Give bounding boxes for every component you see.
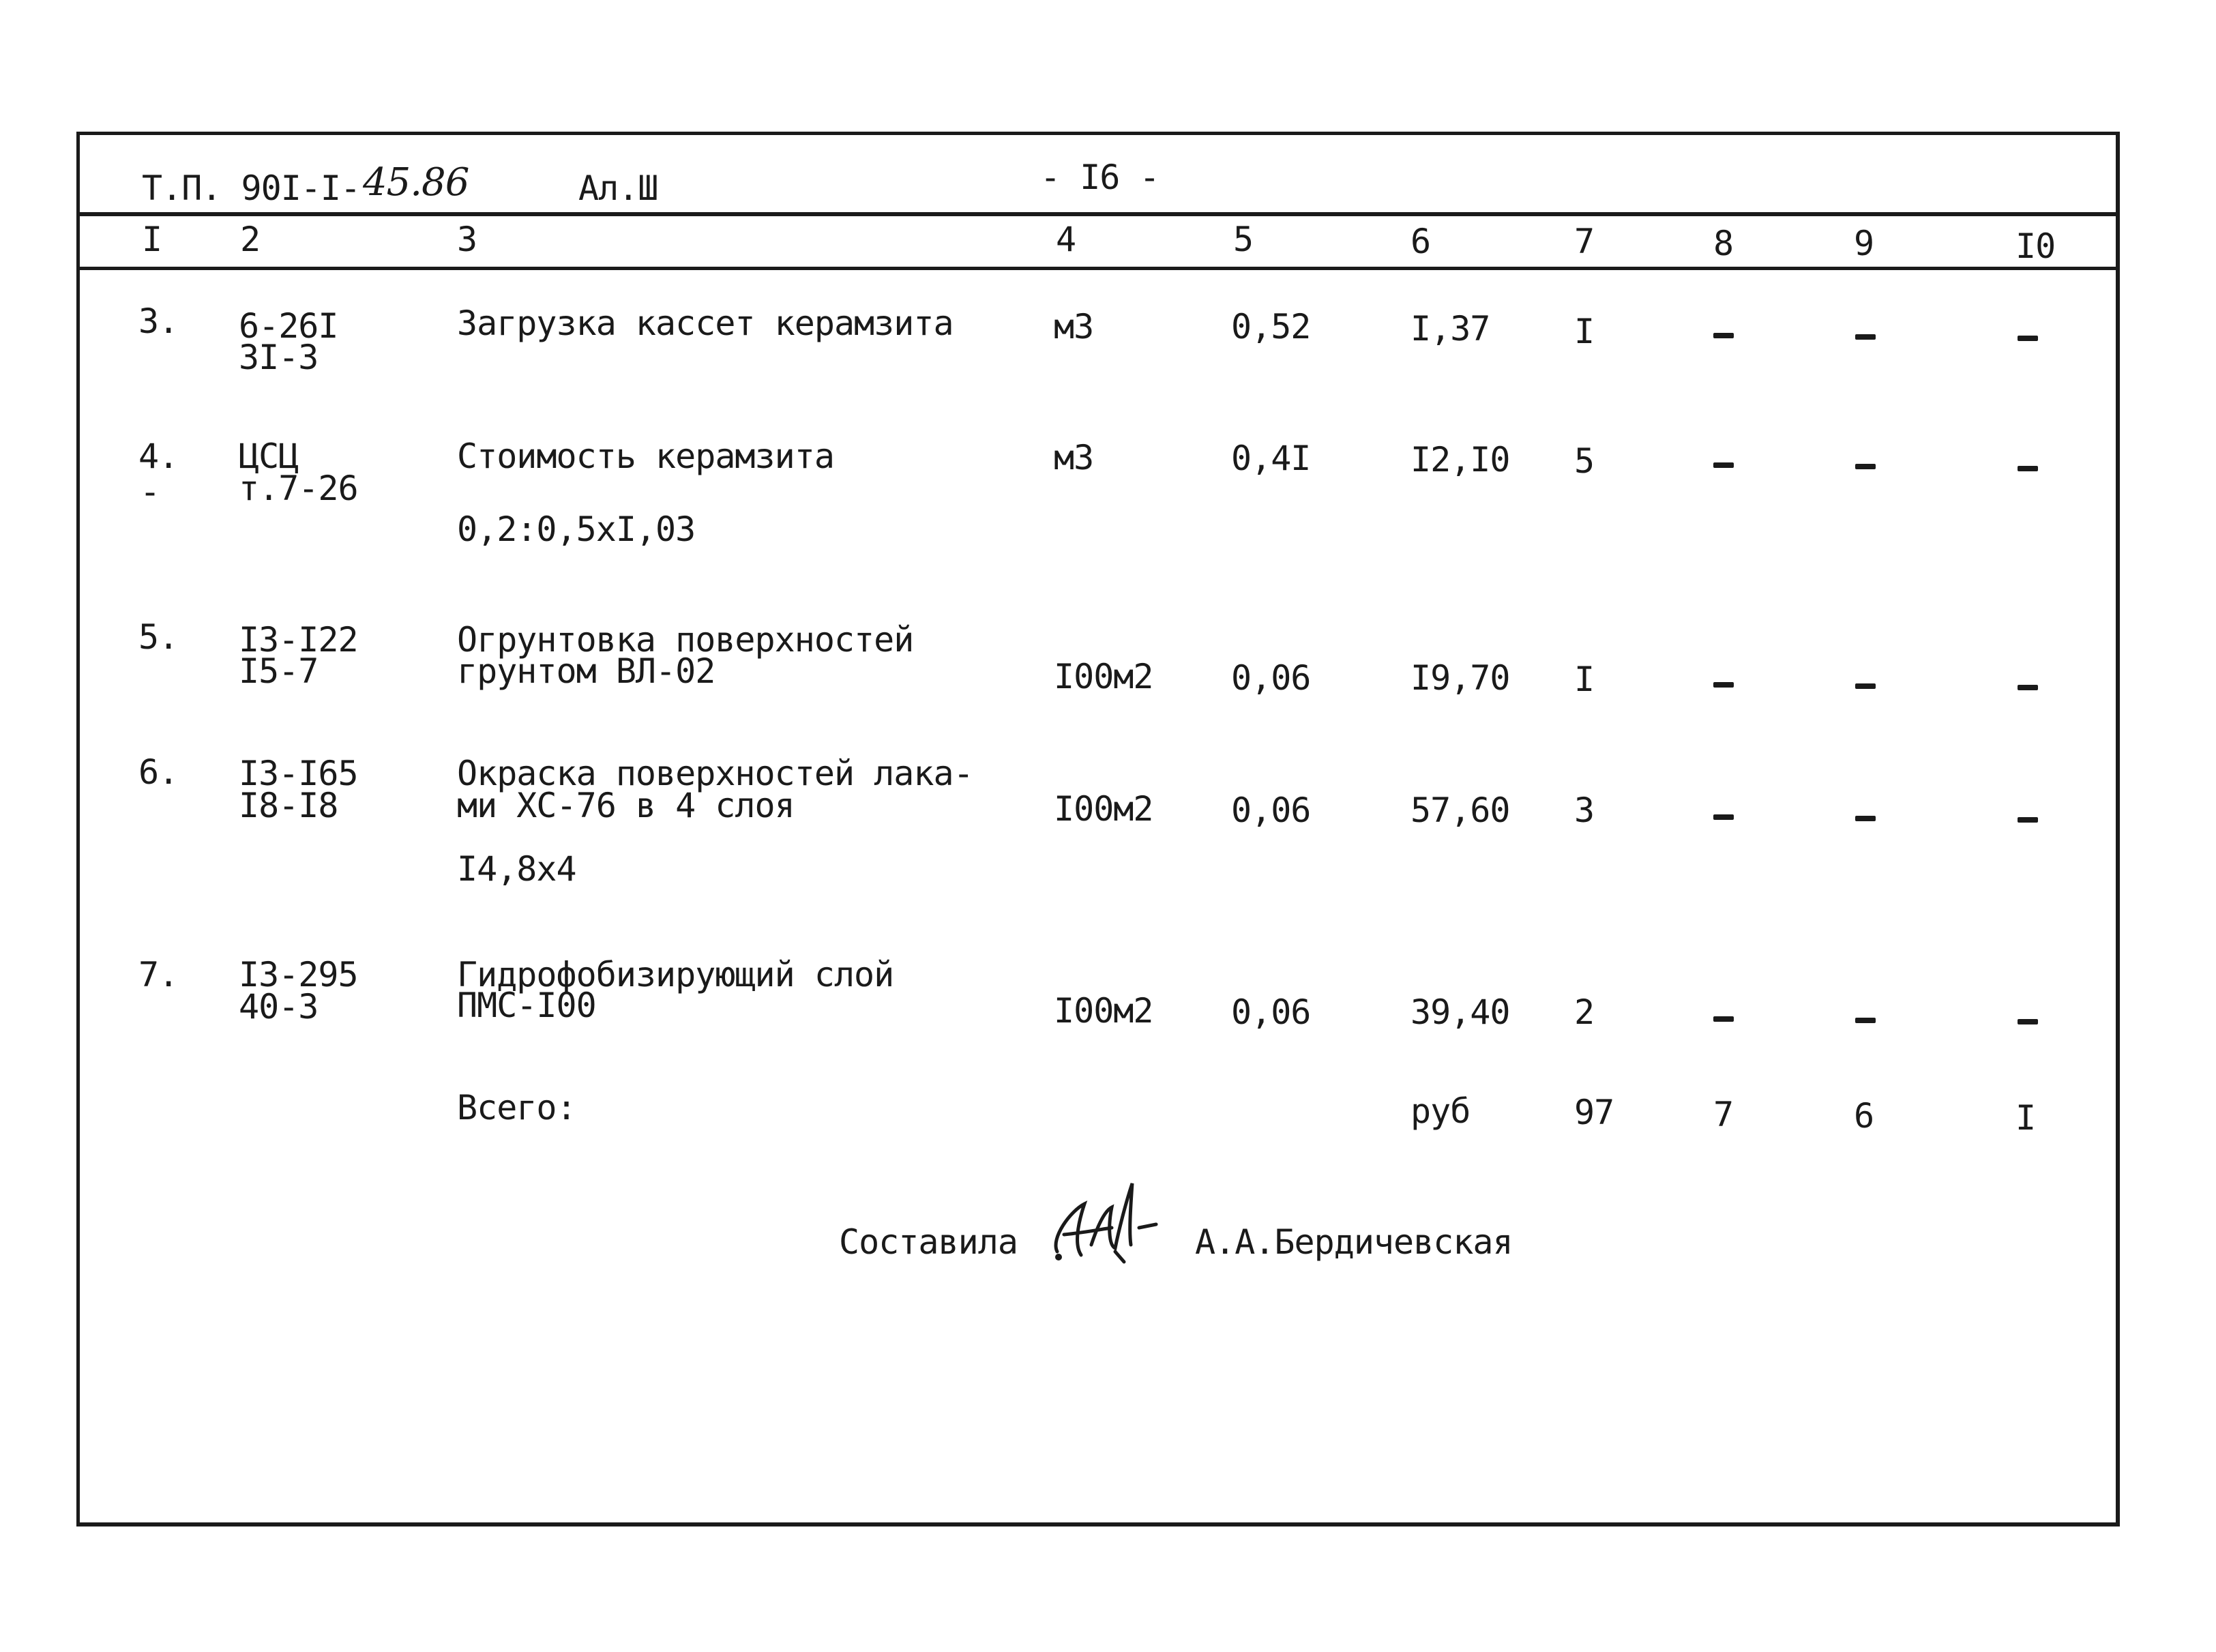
total-label: Всего: <box>457 1088 576 1127</box>
col9-dash <box>1855 683 1876 689</box>
doc-number-handwritten: 45.86 <box>363 160 469 205</box>
col9-dash <box>1855 1018 1876 1023</box>
unit: I00м2 <box>1054 657 1153 696</box>
norm-code-line1: I3-I65 <box>239 754 358 793</box>
col7-value: 5 <box>1574 441 1595 481</box>
header-divider <box>76 212 2120 216</box>
col-header-8: 8 <box>1713 224 1734 263</box>
total-col8: 7 <box>1713 1095 1734 1134</box>
work-description: Стоимость керамзита <box>457 437 834 476</box>
col10-dash <box>2018 685 2038 690</box>
col9-dash <box>1855 464 1876 469</box>
col-header-5: 5 <box>1233 220 1254 259</box>
unit-price: I2,I0 <box>1410 440 1510 480</box>
norm-code-line2: т.7-26 <box>239 469 358 508</box>
unit-price: I,37 <box>1410 309 1490 349</box>
document-frame <box>76 132 2120 1526</box>
norm-code-line2: I5-7 <box>239 651 319 691</box>
unit-price: I9,70 <box>1410 658 1510 698</box>
work-description-line2: ПМС-I00 <box>457 986 596 1025</box>
col-header-4: 4 <box>1056 220 1076 259</box>
col-header-1: I <box>142 220 162 259</box>
total-col10: I <box>2015 1098 2036 1138</box>
work-description-line2: грунтом ВЛ-02 <box>457 651 715 691</box>
row-number: 4. <box>138 437 179 476</box>
row-number-sub: - <box>140 472 160 512</box>
total-col9: 6 <box>1854 1096 1874 1136</box>
composer-name: А.А.Бердичевская <box>1195 1222 1513 1262</box>
work-description-line2: ми ХС-76 в 4 слоя <box>457 786 795 825</box>
work-description-line1: Гидрофобизирующий слой <box>457 955 894 994</box>
row-number: 6. <box>138 752 179 792</box>
work-description-line1: Окраска поверхностей лака- <box>457 754 973 793</box>
quantity: 0,52 <box>1231 307 1311 346</box>
col8-dash <box>1713 333 1734 338</box>
album-label: Ал.Ш <box>578 168 658 208</box>
col10-dash <box>2018 817 2038 823</box>
work-description: Загрузка кассет керамзита <box>457 304 954 343</box>
work-description-line1: Огрунтовка поверхностей <box>457 620 914 660</box>
norm-code-line1: I3-295 <box>239 955 358 994</box>
col-header-10: I0 <box>2015 226 2056 266</box>
norm-code-line2: 3I-3 <box>239 338 319 377</box>
calculation-note: I4,8х4 <box>457 849 576 889</box>
calculation-note: 0,2:0,5хI,03 <box>457 510 696 549</box>
unit: I00м2 <box>1054 789 1153 829</box>
unit: м3 <box>1054 438 1094 477</box>
col-header-3: 3 <box>457 220 477 259</box>
row-number: 7. <box>138 955 179 994</box>
col-header-6: 6 <box>1410 222 1431 261</box>
doc-code: Т.П. 90I-I- <box>142 168 361 208</box>
row-number: 3. <box>138 301 179 341</box>
quantity: 0,4I <box>1231 439 1311 478</box>
composed-by-label: Составила <box>839 1222 1018 1262</box>
quantity: 0,06 <box>1231 791 1311 830</box>
col7-value: I <box>1574 660 1595 699</box>
col7-value: 3 <box>1574 791 1595 830</box>
unit-price: 39,40 <box>1410 992 1510 1032</box>
col7-value: 2 <box>1574 992 1595 1032</box>
col10-dash <box>2018 336 2038 341</box>
col-header-9: 9 <box>1854 224 1874 263</box>
page-number: - I6 - <box>1040 158 1159 197</box>
handwritten-signature <box>1044 1170 1166 1272</box>
col-header-2: 2 <box>240 220 261 259</box>
col9-dash <box>1855 816 1876 821</box>
total-col7: 97 <box>1574 1093 1614 1132</box>
norm-code-line2: I8-I8 <box>239 786 338 825</box>
col8-dash <box>1713 462 1734 468</box>
unit: I00м2 <box>1054 991 1153 1031</box>
unit: м3 <box>1054 307 1094 346</box>
col10-dash <box>2018 1019 2038 1024</box>
col10-dash <box>2018 466 2038 471</box>
col8-dash <box>1713 814 1734 820</box>
norm-code-line2: 40-3 <box>239 987 319 1027</box>
column-header-divider <box>76 267 2120 270</box>
col9-dash <box>1855 334 1876 340</box>
total-unit: руб <box>1410 1091 1471 1131</box>
col-header-7: 7 <box>1574 222 1595 261</box>
norm-code-line1: ЦСЦ <box>239 437 299 476</box>
col8-dash <box>1713 682 1734 688</box>
quantity: 0,06 <box>1231 992 1311 1032</box>
col8-dash <box>1713 1016 1734 1022</box>
norm-code-line1: 6-26I <box>239 306 338 346</box>
col7-value: I <box>1574 312 1595 351</box>
norm-code-line1: I3-I22 <box>239 620 358 660</box>
quantity: 0,06 <box>1231 658 1311 698</box>
row-number: 5. <box>138 617 179 657</box>
unit-price: 57,60 <box>1410 791 1510 830</box>
